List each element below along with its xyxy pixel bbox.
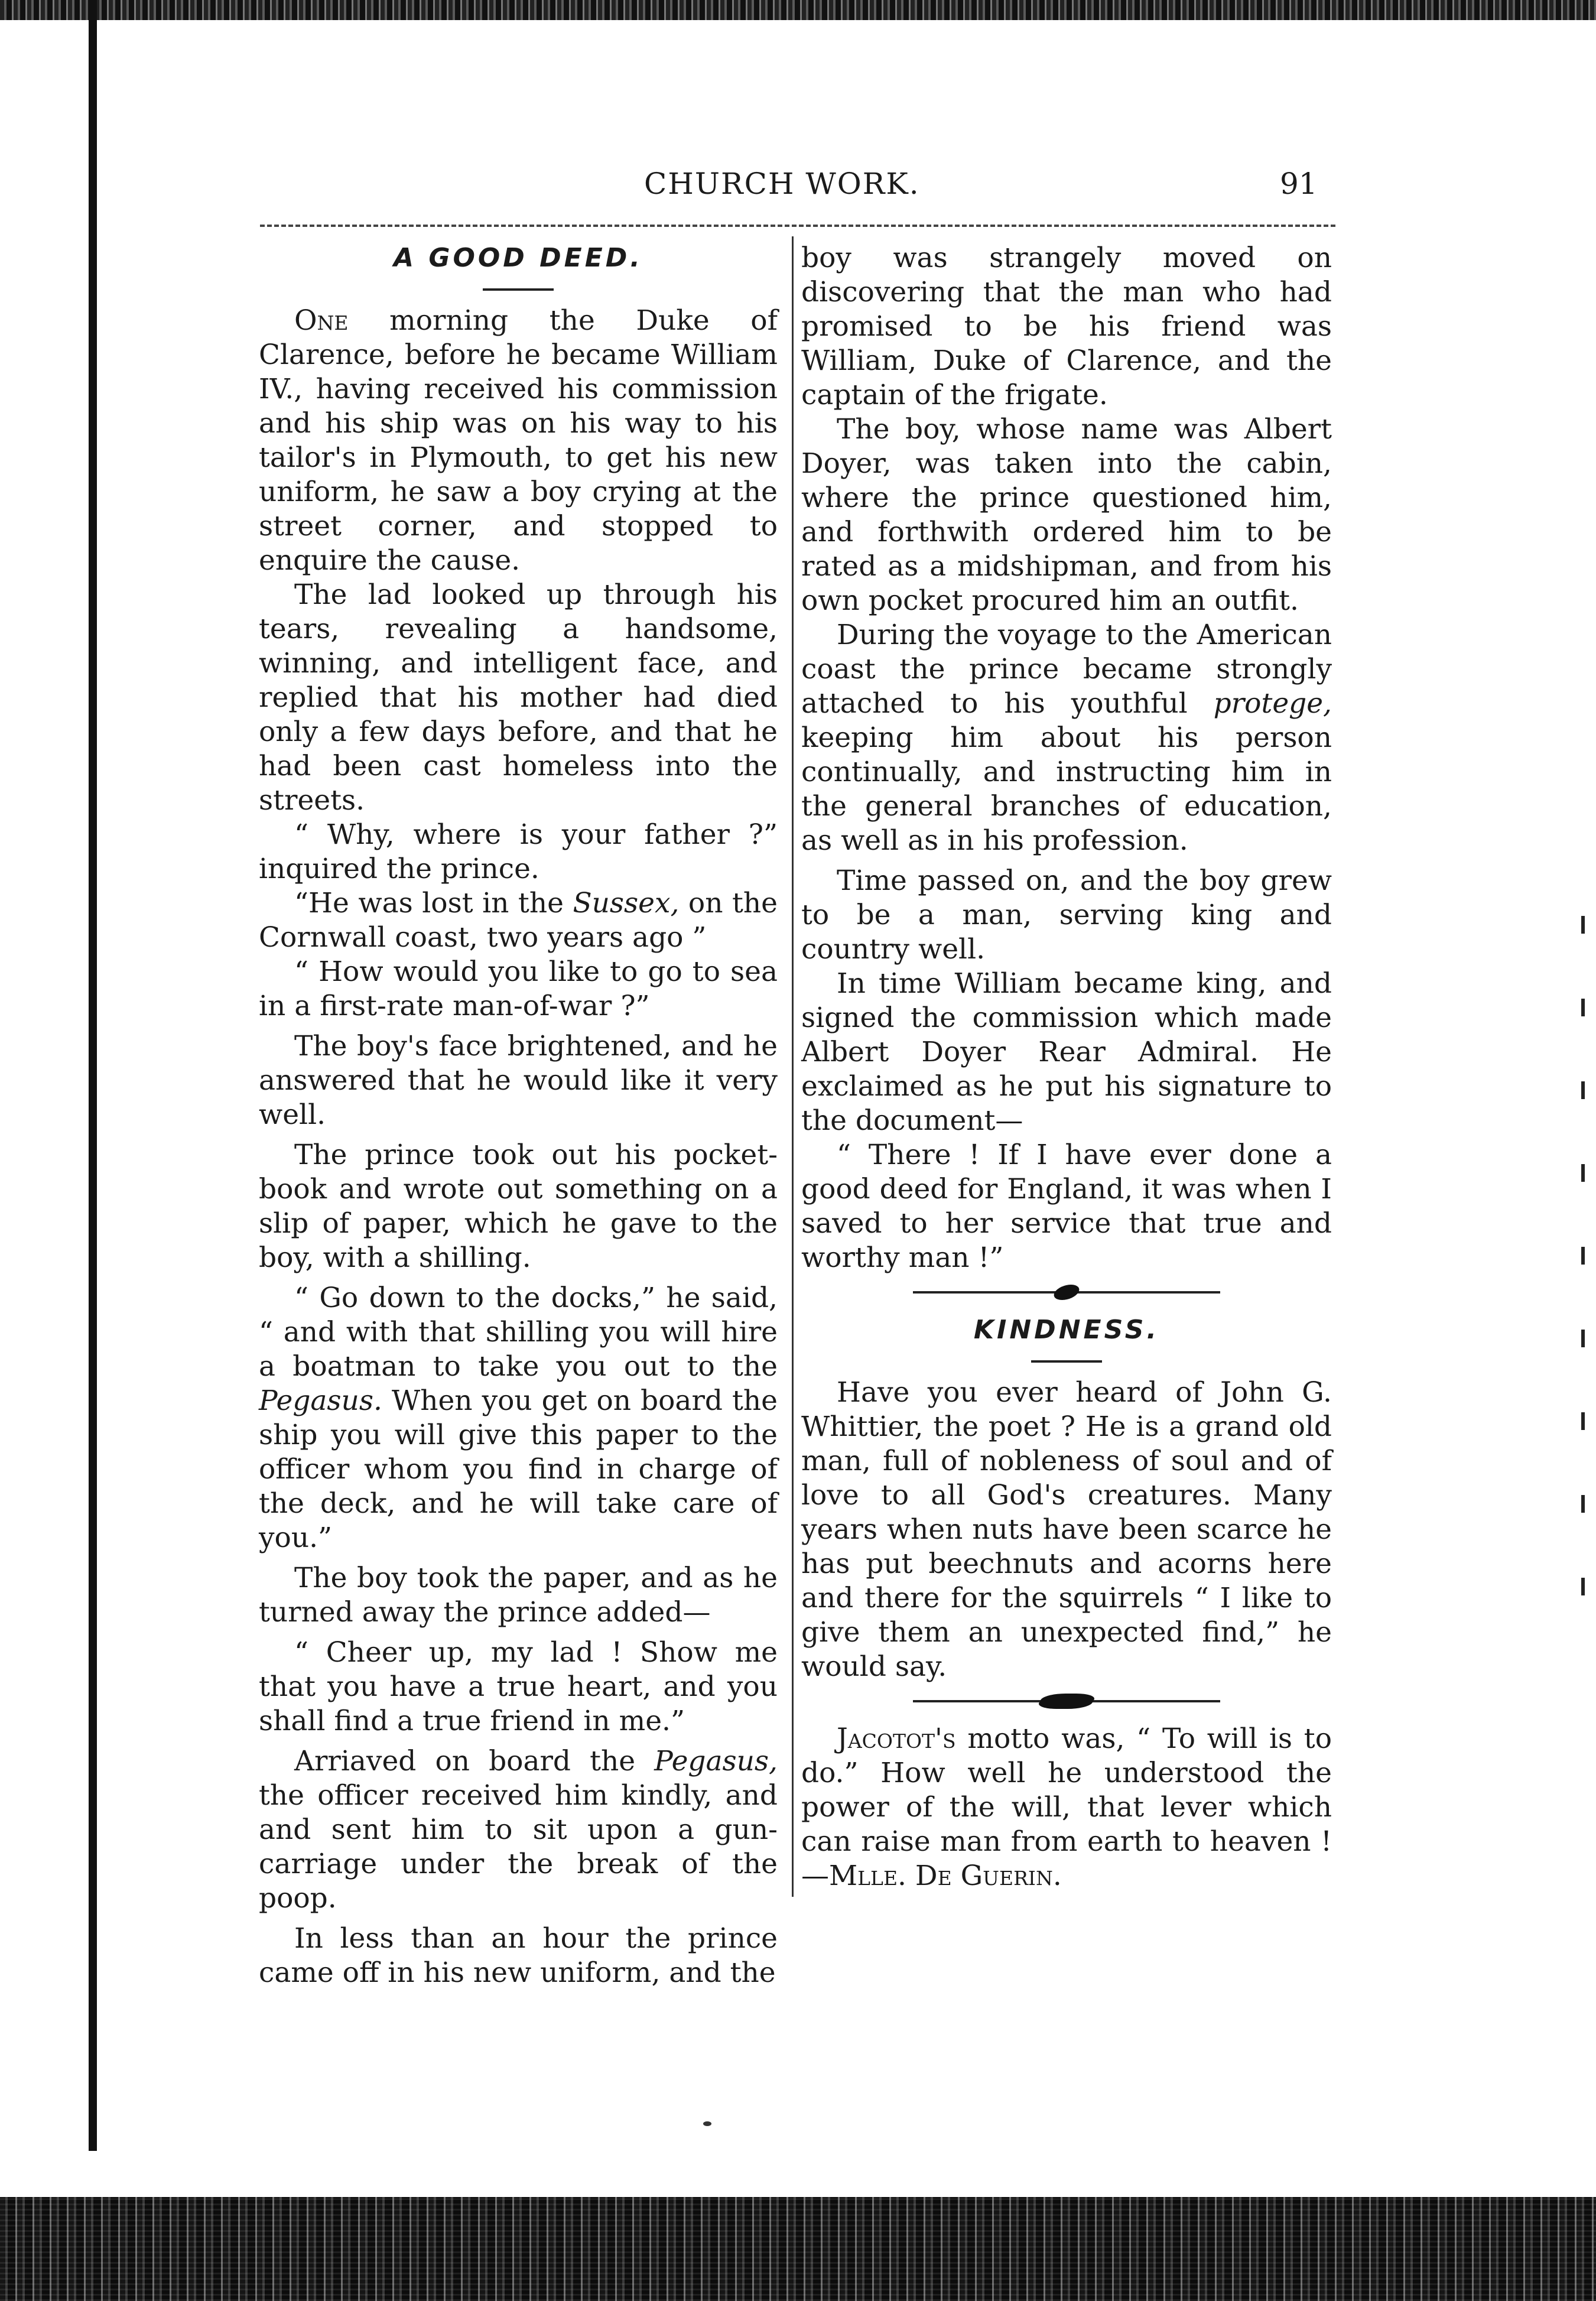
page-number: 91: [1280, 167, 1318, 201]
lead-word: One: [294, 304, 349, 337]
paragraph-text: on the Cornwall coast, two years ago ”: [259, 887, 778, 954]
title-rule: [1031, 1360, 1102, 1363]
left-column: [259, 241, 778, 1990]
paragraph: [259, 1744, 778, 1916]
paragraph: [259, 886, 778, 955]
page-gutter-shadow: [89, 0, 97, 2151]
paragraph: In time William became king, and signed the commission which made Albert Doyer Rear Admiral. He exclaimed as he put his signature to the document—: [801, 967, 1332, 1137]
right-column: [801, 241, 1332, 1893]
paragraph: “ How would you like to go to sea in a first-rate man-of-war ?”: [259, 956, 778, 1022]
paragraph: [801, 618, 1332, 858]
attribution: Mlle. De Guerin.: [829, 1860, 1062, 1892]
running-title: CHURCH WORK.: [644, 167, 920, 201]
paragraph-text: Arriaved on board the: [294, 1745, 655, 1777]
foreign-word: protege,: [1213, 687, 1332, 720]
ship-name: Pegasus,: [654, 1745, 778, 1777]
article-title: KINDNESS.: [973, 1315, 1160, 1345]
paragraph: [801, 1722, 1332, 1893]
ship-name: Pegasus.: [259, 1384, 382, 1417]
article-title: A GOOD DEED.: [393, 243, 643, 273]
paragraph: [259, 304, 778, 578]
ink-speck: [703, 2121, 711, 2126]
paragraph-text: the officer received him kindly, and and sent him to sit upon a gun-carriage under the break of the poop.: [259, 1779, 778, 1915]
scan-edge-bottom: [0, 2197, 1596, 2301]
paragraph: “ Cheer up, my lad ! Show me that you have a true heart, and you shall find a true friend in me.”: [259, 1636, 778, 1737]
paragraph: [259, 1281, 778, 1555]
paragraph-text: keeping him about his person continually, and instructing him in the general branches of education, as well as in his profession.: [801, 722, 1332, 857]
paragraph: “ There ! If I have ever done a good deed for England, it was when I saved to her service that true and worthy man !”: [801, 1139, 1332, 1274]
paragraph-text: When you get on board the ship you will give this paper to the officer whom you find in charge of the deck, and he will take care of you.”: [259, 1384, 778, 1554]
paragraph: Time passed on, and the boy grew to be a man, serving king and country well.: [801, 864, 1332, 966]
ship-name: Sussex,: [573, 887, 680, 919]
section-ornament: [913, 1283, 1220, 1301]
scan-specks: [1581, 916, 1585, 1655]
paragraph: “ Why, where is your father ?” inquired the prince.: [259, 818, 778, 885]
paragraph: The lad looked up through his tears, revealing a handsome, winning, and intelligent face, and replied that his mother had died only a few days before, and that he had been cast homeless into the streets.: [259, 578, 778, 817]
paragraph-text: “ Go down to the docks,” he said, “ and with that shilling you will hire a boatman to take you out to the: [259, 1282, 778, 1383]
paragraph: The boy's face brightened, and he answered that he would like it very well.: [259, 1030, 778, 1131]
paragraph: In less than an hour the prince came off in his new uniform, and the: [259, 1922, 778, 1989]
paragraph: Have you ever heard of John G. Whittier, the poet ? He is a grand old man, full of nobleness of soul and of love to all God's creatures. Many years when nuts have been scarce he has put beechnuts and acorns here and there for the squirrels “ I like to give them an unexpected find,” he would say.: [801, 1376, 1332, 1683]
paragraph: The prince took out his pocket-book and wrote out something on a slip of paper, which he gave to the boy, with a shilling.: [259, 1139, 778, 1274]
paragraph-text: motto was, “ To will is to do.” How well he understood the power of the will, that lever which can raise man from earth to heaven !—: [801, 1722, 1332, 1892]
paragraph-text: “He was lost in the: [294, 887, 573, 919]
column-rule: [792, 236, 794, 1897]
lead-word: Jacotot's: [837, 1722, 956, 1755]
paragraph: The boy, whose name was Albert Doyer, was taken into the cabin, where the prince questioned him, and forthwith ordered him to be rated as a midshipman, and from his own pocket procured him an outfit.: [801, 413, 1332, 617]
paragraph-text: morning the Duke of Clarence, before he became William IV., having received his commission and his ship was on his way to his tailor's in Plymouth, to get his new uniform, he saw a boy crying at the street corner, and stopped to enquire the cause.: [259, 304, 778, 577]
paragraph: The boy took the paper, and as he turned away the prince added—: [259, 1562, 778, 1629]
header-rule: [260, 225, 1335, 227]
paragraph-text: During the voyage to the American coast the prince became strongly attached to his youthful: [801, 619, 1332, 720]
section-ornament: [913, 1692, 1220, 1710]
scan-edge-top: [0, 0, 1596, 20]
title-rule: [483, 288, 554, 291]
paragraph: boy was strangely moved on discovering that the man who had promised to be his friend was William, Duke of Clarence, and the captain of the frigate.: [801, 242, 1332, 411]
